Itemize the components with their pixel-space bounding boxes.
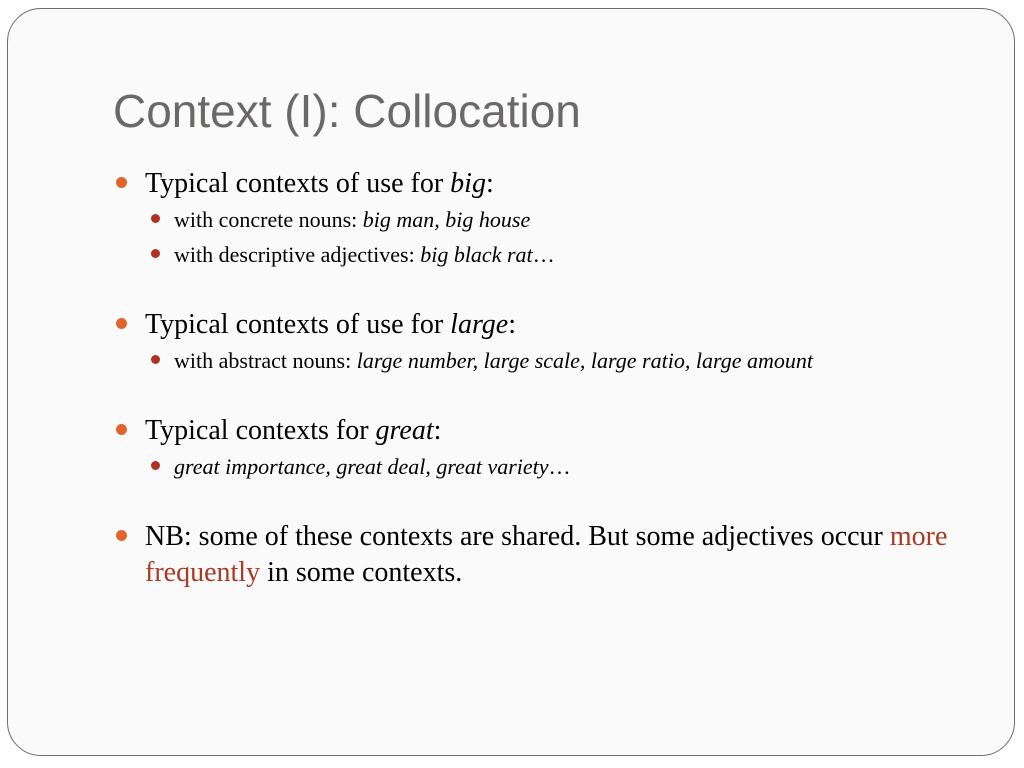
subbullet-tail: … xyxy=(548,454,571,479)
bullet-text: NB: some of these contexts are shared. But some adjectives occur xyxy=(145,521,890,552)
spacer xyxy=(114,484,954,519)
subbullet-text: with concrete nouns: xyxy=(174,207,363,232)
subbullet-tail: … xyxy=(532,242,555,267)
subbullet-dot-icon xyxy=(151,355,160,364)
bullet-dot-icon xyxy=(116,177,127,188)
subbullet-example: big black rat xyxy=(420,242,533,267)
bullet-suffix: in some contexts. xyxy=(260,557,463,588)
subbullet-example: great importance, great deal, great variety xyxy=(174,454,549,479)
bullet-highlight: more frequently xyxy=(145,521,948,588)
subbullet-text: with descriptive adjectives: xyxy=(174,242,421,267)
bullet-text: Typical contexts of use for xyxy=(145,168,451,199)
subbullet-dot-icon xyxy=(151,249,160,258)
spacer xyxy=(114,272,954,307)
bullet-suffix: : xyxy=(508,309,517,340)
subbullet-great-examples xyxy=(114,449,954,484)
bullet-dot-icon xyxy=(116,318,127,329)
bullet-nb xyxy=(114,519,954,591)
bullet-suffix: : xyxy=(485,168,494,199)
bullet-term: great xyxy=(375,415,434,446)
bullet-large xyxy=(114,307,954,343)
subbullet-dot-icon xyxy=(151,214,160,223)
bullet-suffix: : xyxy=(433,415,442,446)
subbullet-example: big man, big house xyxy=(362,207,531,232)
subbullet-descriptive-adjectives xyxy=(114,237,954,272)
bullet-text: Typical contexts for xyxy=(145,415,376,446)
bullet-term: large xyxy=(450,309,509,340)
bullet-dot-icon xyxy=(116,424,127,435)
bullet-great xyxy=(114,413,954,449)
bullet-text: Typical contexts of use for xyxy=(145,309,451,340)
bullet-term: big xyxy=(450,168,486,199)
slide-body xyxy=(114,166,954,591)
subbullet-dot-icon xyxy=(151,461,160,470)
bullet-big xyxy=(114,166,954,202)
subbullet-text: with abstract nouns: xyxy=(174,348,357,373)
subbullet-example: large number, large scale, large ratio, large amount xyxy=(356,348,813,373)
spacer xyxy=(114,378,954,413)
subbullet-concrete-nouns xyxy=(114,202,954,237)
bullet-dot-icon xyxy=(116,530,127,541)
subbullet-abstract-nouns xyxy=(114,343,954,378)
slide-title: Context (I): Collocation xyxy=(113,85,581,137)
